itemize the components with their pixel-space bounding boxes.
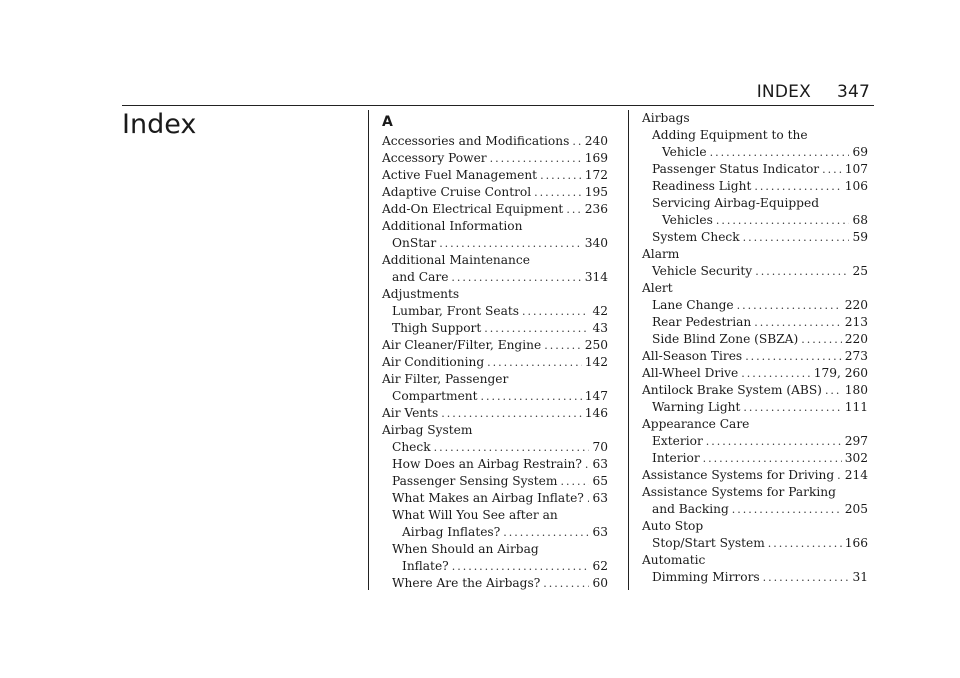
index-entry-page: 63 [592, 457, 608, 471]
index-entry [642, 450, 868, 467]
dot-leader [587, 490, 590, 507]
index-entry [382, 473, 608, 490]
index-entry [382, 303, 608, 320]
index-entry-text: and Care [392, 270, 449, 284]
index-entry-page: 179, 260 [813, 366, 868, 380]
dot-leader [522, 303, 589, 320]
index-entry-text: Vehicle Security [652, 264, 753, 278]
index-entry-text: Appearance Care [642, 417, 750, 431]
dot-leader [503, 524, 589, 541]
index-entry [382, 371, 608, 388]
dot-leader [484, 320, 589, 337]
index-entry [382, 167, 608, 184]
index-entry [642, 144, 868, 161]
index-entry-text: Adding Equipment to the [652, 128, 808, 142]
index-entry-text: Accessories and Modifications [382, 134, 570, 148]
index-entry-page: 142 [584, 355, 608, 369]
index-entry-text: Additional Information [382, 219, 523, 233]
dot-leader [490, 150, 582, 167]
index-entry-text: Thigh Support [392, 321, 482, 335]
index-entry-text: Readiness Light [652, 179, 752, 193]
index-entry-text: Adjustments [382, 287, 460, 301]
index-entry-page: 63 [592, 491, 608, 505]
index-entry-page: 302 [844, 451, 868, 465]
index-entry-text: Passenger Sensing System [392, 474, 558, 488]
index-entry-page: 146 [584, 406, 608, 420]
index-entry-text: Automatic [642, 553, 706, 567]
index-entry-text: All-Wheel Drive [642, 366, 739, 380]
dot-leader [706, 433, 842, 450]
index-entry-text: What Will You See after an [392, 508, 558, 522]
dot-leader [743, 399, 841, 416]
index-entry [642, 178, 868, 195]
index-entry [642, 212, 868, 229]
index-entry-text: All-Season Tires [642, 349, 743, 363]
index-entry-text: OnStar [392, 236, 437, 250]
index-entry-text: How Does an Airbag Restrain? [392, 457, 582, 471]
index-entry-text: Servicing Airbag-Equipped [652, 196, 819, 210]
index-entry-text: Adaptive Cruise Control [382, 185, 532, 199]
index-entry-text: Check [392, 440, 431, 454]
index-entry-page: 62 [592, 559, 608, 573]
index-entry-page: 106 [844, 179, 868, 193]
dot-leader [710, 144, 850, 161]
index-entry [642, 382, 868, 399]
index-entry [382, 354, 608, 371]
index-entry-page: 31 [852, 570, 868, 584]
index-entry [382, 456, 608, 473]
dot-leader [572, 133, 581, 150]
index-entry-page: 240 [584, 134, 608, 148]
index-entry-text: Inflate? [402, 559, 449, 573]
index-entry [382, 184, 608, 201]
index-entry-page: 220 [844, 332, 868, 346]
index-entry-text: Interior [652, 451, 700, 465]
index-entry [382, 150, 608, 167]
dot-leader [801, 331, 841, 348]
index-entry [382, 337, 608, 354]
index-entry [382, 388, 608, 405]
index-entry [642, 416, 868, 433]
dot-leader [540, 167, 582, 184]
index-entry [382, 439, 608, 456]
index-entry-page: 236 [584, 202, 608, 216]
index-entry [642, 229, 868, 246]
index-entry-text: Vehicles [662, 213, 713, 227]
index-entry [642, 484, 868, 501]
index-entry [642, 297, 868, 314]
index-entry-page: 214 [844, 468, 868, 482]
index-entry [382, 405, 608, 422]
header-page-number: 347 [836, 82, 870, 102]
dot-leader [566, 201, 581, 218]
index-entry-text: When Should an Airbag [392, 542, 539, 556]
index-entry-text: Airbags [642, 111, 690, 125]
index-entry-page: 69 [852, 145, 868, 159]
index-entry [382, 235, 608, 252]
dot-leader [732, 501, 842, 518]
index-entry-page: 59 [852, 230, 868, 244]
index-entry [642, 263, 868, 280]
index-entry-text: and Backing [652, 502, 729, 516]
index-entry-text: Vehicle [662, 145, 707, 159]
index-entry-page: 172 [584, 168, 608, 182]
index-entry-page: 43 [592, 321, 608, 335]
index-entry [642, 348, 868, 365]
index-entry-page: 205 [844, 502, 868, 516]
index-entry [382, 286, 608, 303]
index-entry-text: What Makes an Airbag Inflate? [392, 491, 584, 505]
dot-leader [822, 161, 842, 178]
index-entry [642, 501, 868, 518]
index-entry-page: 180 [844, 383, 868, 397]
index-entry [382, 490, 608, 507]
index-entry [642, 331, 868, 348]
dot-leader [487, 354, 582, 371]
dot-leader [434, 439, 590, 456]
index-entry-text: Warning Light [652, 400, 741, 414]
dot-leader [585, 456, 590, 473]
index-entry-text: Side Blind Zone (SBZA) [652, 332, 799, 346]
index-column-2 [628, 110, 868, 586]
index-entry-text: Airbag Inflates? [402, 525, 501, 539]
index-entry-text: Additional Maintenance [382, 253, 530, 267]
index-entry-page: 166 [844, 536, 868, 550]
dot-leader [825, 382, 842, 399]
index-entry-page: 169 [584, 151, 608, 165]
index-entry [642, 314, 868, 331]
dot-leader [716, 212, 850, 229]
index-letter-heading: A [382, 114, 393, 130]
index-entry-text: Airbag System [382, 423, 473, 437]
header-section: INDEX [756, 82, 811, 102]
page-header [757, 82, 870, 102]
index-entry-text: Assistance Systems for Parking [642, 485, 836, 499]
index-entry-page: 297 [844, 434, 868, 448]
index-entry-page: 42 [592, 304, 608, 318]
index-entry [642, 569, 868, 586]
index-entry [382, 575, 608, 592]
index-entry-text: Add-On Electrical Equipment [382, 202, 564, 216]
index-entry [642, 280, 868, 297]
index-entry [382, 269, 608, 286]
index-entry [642, 535, 868, 552]
index-entry-text: Alert [642, 281, 673, 295]
index-entry-page: 107 [844, 162, 868, 176]
index-entry-page: 65 [592, 474, 608, 488]
index-entry-text: Dimming Mirrors [652, 570, 760, 584]
index-entry-page: 273 [844, 349, 868, 363]
dot-leader [741, 365, 811, 382]
index-entry-page: 220 [844, 298, 868, 312]
dot-leader [837, 467, 842, 484]
dot-leader [768, 535, 842, 552]
index-entry [642, 518, 868, 535]
index-entry-page: 68 [852, 213, 868, 227]
index-entry-text: Alarm [642, 247, 680, 261]
index-entry-page: 70 [592, 440, 608, 454]
index-entry [382, 218, 608, 235]
index-entry-text: Air Filter, Passenger [382, 372, 509, 386]
index-entry-text: Stop/Start System [652, 536, 765, 550]
index-entry [382, 201, 608, 218]
header-rule [122, 105, 874, 106]
index-entry-page: 250 [584, 338, 608, 352]
index-entry [642, 161, 868, 178]
dot-leader [481, 388, 582, 405]
index-entry [642, 127, 868, 144]
index-entry-page: 147 [584, 389, 608, 403]
index-entry-text: Where Are the Airbags? [392, 576, 541, 590]
index-entry-page: 195 [584, 185, 608, 199]
index-entry-text: Auto Stop [642, 519, 704, 533]
dot-leader [755, 263, 849, 280]
index-entry-page: 63 [592, 525, 608, 539]
index-entry [642, 467, 868, 484]
index-entry-text: Air Cleaner/Filter, Engine [382, 338, 542, 352]
index-entry-text: Active Fuel Management [382, 168, 538, 182]
index-entry [382, 541, 608, 558]
index-entry [642, 552, 868, 569]
dot-leader [703, 450, 842, 467]
dot-leader [441, 405, 581, 422]
dot-leader [754, 314, 842, 331]
dot-leader [439, 235, 582, 252]
index-entry-text: Passenger Status Indicator [652, 162, 820, 176]
index-entry-text: System Check [652, 230, 740, 244]
index-entry-text: Lane Change [652, 298, 734, 312]
index-entry [642, 365, 868, 382]
dot-leader [451, 269, 581, 286]
index-entry-page: 25 [852, 264, 868, 278]
index-entry-page: 213 [844, 315, 868, 329]
index-entry-text: Antilock Brake System (ABS) [642, 383, 822, 397]
index-entry-text: Assistance Systems for Driving [642, 468, 835, 482]
dot-leader [534, 184, 582, 201]
index-entry-text: Accessory Power [382, 151, 487, 165]
index-entry [382, 422, 608, 439]
index-entry-page: 314 [584, 270, 608, 284]
dot-leader [754, 178, 841, 195]
dot-leader [743, 229, 850, 246]
dot-leader [544, 337, 582, 354]
index-entry [642, 195, 868, 212]
dot-leader [745, 348, 842, 365]
index-entry [642, 246, 868, 263]
index-entry-page: 111 [844, 400, 868, 414]
index-entry-text: Exterior [652, 434, 703, 448]
dot-leader [560, 473, 589, 490]
index-column-1 [368, 110, 608, 592]
index-entry-page: 60 [592, 576, 608, 590]
index-entry [382, 320, 608, 337]
index-entry-text: Lumbar, Front Seats [392, 304, 520, 318]
index-entry [382, 507, 608, 524]
index-entry-text: Rear Pedestrian [652, 315, 752, 329]
index-entry [382, 558, 608, 575]
dot-leader [543, 575, 589, 592]
dot-leader [737, 297, 842, 314]
index-entry [382, 524, 608, 541]
index-entry [642, 399, 868, 416]
index-entry [382, 133, 608, 150]
index-entry-text: Air Vents [382, 406, 439, 420]
index-entry [642, 433, 868, 450]
index-entry-text: Compartment [392, 389, 478, 403]
dot-leader [763, 569, 850, 586]
index-entry-page: 340 [584, 236, 608, 250]
index-entry-text: Air Conditioning [382, 355, 485, 369]
page-title: Index [122, 109, 197, 140]
index-entry [642, 110, 868, 127]
index-entry [382, 252, 608, 269]
dot-leader [452, 558, 590, 575]
